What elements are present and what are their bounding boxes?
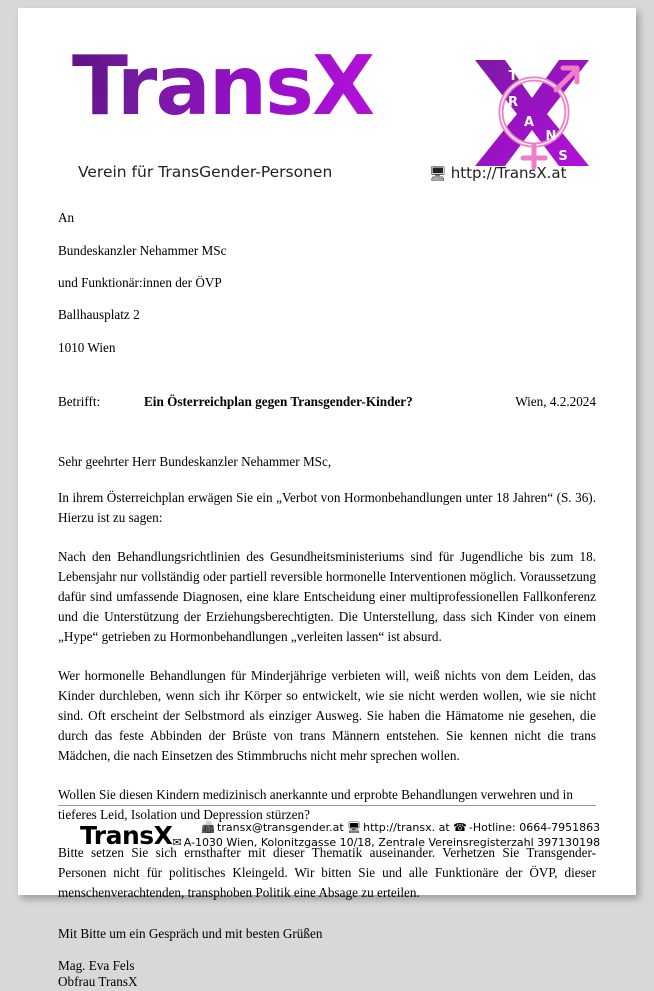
- recipient-line-5: 1010 Wien: [58, 339, 116, 355]
- footer-contact-line-2: [172, 836, 600, 851]
- paragraph-1: In ihrem Österreichplan erwägen Sie ein „Verbot von Hormonbehandlungen unter 18 Jahren“ (S. 36). Hierzu ist zu sagen:: [58, 490, 596, 526]
- recipient-line-2: Bundeskanzler Nehammer MSc: [58, 242, 227, 258]
- envelope-icon: ✉: [172, 835, 182, 849]
- footer-transx-logo: TransX: [80, 821, 173, 850]
- signature-block: [58, 958, 596, 991]
- closing-line: Mit Bitte um ein Gespräch und mit besten Grüßen: [58, 925, 323, 941]
- subject-text: Ein Österreichplan gegen Transgender-Kinder?: [144, 394, 413, 410]
- tagline: Verein für TransGender-Personen: [78, 163, 333, 181]
- footer-hotline: -Hotline: 0664-7951863: [468, 821, 601, 834]
- svg-text:S: S: [558, 149, 568, 164]
- recipient-line-1: An: [58, 210, 75, 226]
- footer-contact-details: [172, 815, 600, 850]
- svg-text:R: R: [507, 95, 519, 110]
- recipient-line-3: und Funktionär:innen der ÖVP: [58, 275, 222, 291]
- footer-divider: [58, 805, 596, 806]
- salutation: Sehr geehrter Herr Bundeskanzler Nehammer MSc,: [58, 454, 332, 470]
- footer-website[interactable]: http://transx. at: [363, 821, 450, 834]
- transgender-symbol-x-icon: [471, 54, 593, 172]
- paragraph-5: Bitte setzen Sie sich ernsthafter mit dieser Thematik auseinander. Verhetzen Sie Transgender-Personen nicht für politisches Kleingeld. Wir bitten Sie und alle Funktionäre der ÖVP, dieser menschenverachtenden, transphoben Politik eine Absage zu erteilen.: [58, 845, 596, 901]
- place-and-date: Wien, 4.2.2024: [515, 394, 596, 410]
- transx-wordmark-logo: TransX: [72, 39, 374, 134]
- svg-text:A: A: [523, 115, 535, 130]
- svg-text:T: T: [508, 69, 518, 84]
- telephone-icon: ☎: [453, 821, 467, 834]
- recipient-line-4: Ballhausplatz 2: [58, 307, 140, 323]
- letter-page: [18, 8, 636, 990]
- svg-text:N: N: [545, 129, 557, 144]
- letterhead: [18, 8, 636, 183]
- website-link[interactable]: [429, 164, 567, 182]
- computer-icon: 🖥: [347, 821, 362, 834]
- recipient-address-block: [58, 194, 596, 372]
- footer-email[interactable]: transx@transgender.at: [217, 821, 344, 834]
- paragraph-2: Nach den Behandlungsrichtlinien des Gesundheitsministeriums sind für Jugendliche bis zum 18. Lebensjahr nur vollständig oder partiell reversible hormonelle Interventionen möglich. Voraussetzung dafür sind umfassende Diagnosen, eine klare Entscheidung einer multiprofessionellen Fallkonferenz und die Unterstützung der Erziehungsberechtigten. Die Unterstellung, dass sich Kinder von einem „Hype“ getrieben zu Hormonbehandlungen „verleiten lassen“ ist absurd.: [58, 548, 596, 645]
- letter-body: [58, 194, 596, 991]
- footer-contact-line-1: [172, 821, 600, 836]
- letter-footer: [58, 805, 601, 850]
- paragraph-3: Wer hormonelle Behandlungen für Minderjährige verbieten will, weiß nichts von dem Leiden, das Kinder durchleben, wenn sich ihr Körper so entwickelt, wie sie nicht werden wollen, wie sie nicht sind. Oft erscheint der Selbstmord als einziger Ausweg. Sie haben die Hämatome nie gesehen, die durch das feste Abbinden der Brüste von trans Männern entstehen. Sie kennen nicht die trans Mädchen, die nach Einsetzen des Stimmbruchs nicht mehr sprechen wollen.: [58, 667, 596, 764]
- fax-icon: 📠: [201, 821, 216, 834]
- footer-address: A-1030 Wien, Kolonitzgasse 10/18, Zentrale Vereinsregisterzahl 397130198: [183, 835, 601, 849]
- computer-icon: 🖥: [429, 166, 447, 182]
- subject-label: Betrifft:: [58, 394, 101, 410]
- subject-row: [58, 394, 596, 410]
- paragraph-4: Wollen Sie diesen Kindern medizinisch anerkannte und erprobte Behandlungen verwehren und in tieferes Leid, Isolation und Depression stürzen?: [58, 786, 573, 822]
- signature-name: Mag. Eva Fels: [58, 957, 135, 973]
- signature-role: Obfrau TransX: [58, 974, 138, 990]
- website-url-text: http://TransX.at: [450, 164, 567, 182]
